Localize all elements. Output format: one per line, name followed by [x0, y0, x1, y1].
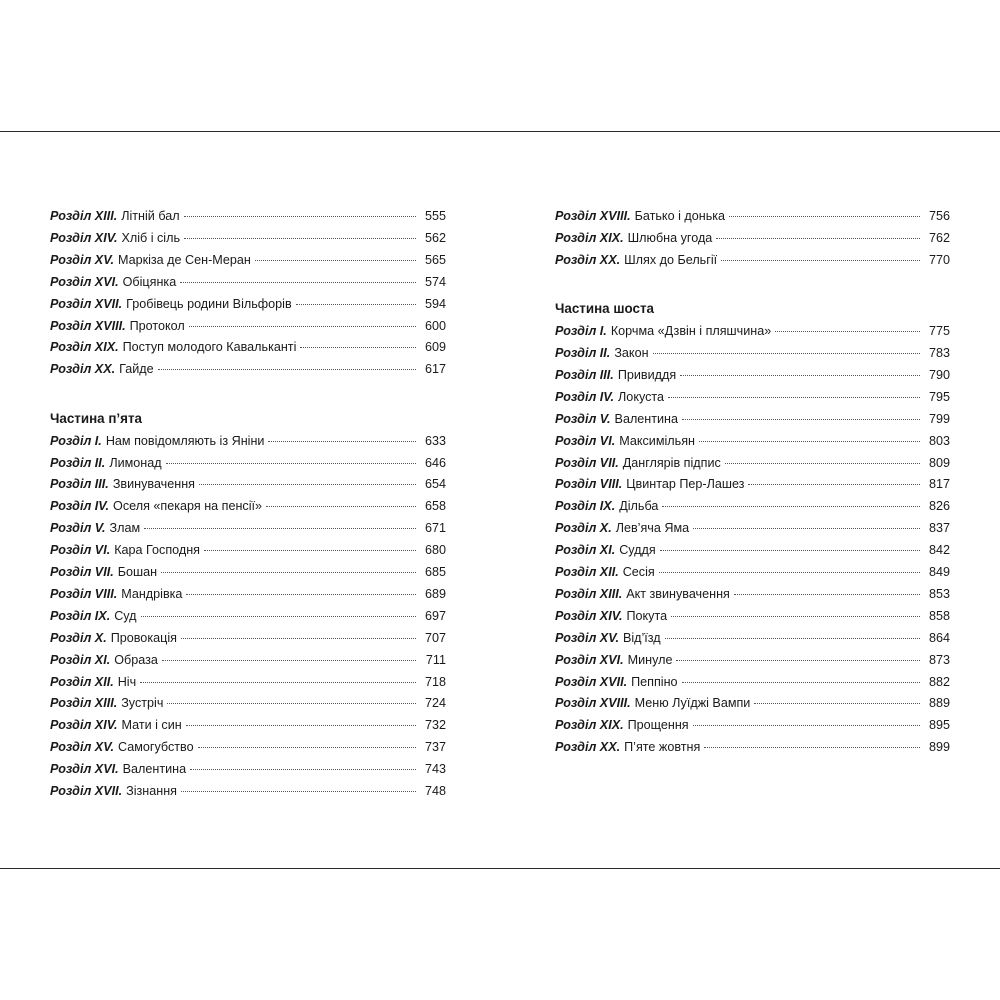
dot-leader: [682, 682, 920, 683]
page-number: 775: [928, 324, 950, 339]
chapter-title: Оселя «пекаря на пенсії»: [113, 499, 263, 514]
dot-leader: [186, 594, 416, 595]
chapter-label: Розділ VI.: [50, 543, 111, 558]
page-number: 899: [928, 740, 950, 755]
page-number: 889: [928, 696, 950, 711]
toc-entry: [555, 388, 950, 406]
chapter-label: Розділ XIV.: [555, 608, 623, 623]
page-number: 609: [424, 340, 446, 355]
chapter-title: Сесія: [622, 565, 655, 579]
chapter-label: Розділ XVII.: [50, 296, 123, 311]
chapter-title: Акт звинувачення: [626, 586, 730, 601]
page-number: 680: [424, 543, 446, 558]
toc-entry: [555, 251, 950, 269]
chapter-label: Розділ XVI.: [50, 762, 119, 777]
chapter-title: Зізнання: [126, 784, 177, 798]
chapter-title: Літній бал: [121, 209, 180, 223]
page-number: 562: [424, 230, 446, 245]
toc-entry: [50, 251, 446, 269]
chapter-title: Злам: [109, 521, 141, 536]
chapter-title: Звинувачення: [112, 477, 195, 492]
chapter-title: Самогубство: [117, 740, 194, 755]
toc-entry: [555, 229, 950, 247]
chapter-label: Розділ XII.: [50, 674, 114, 689]
chapter-title: Лимонад: [109, 455, 162, 470]
toc-entry: [50, 629, 446, 647]
toc-entry: [50, 563, 446, 581]
chapter-title: П’яте жовтня: [624, 740, 701, 755]
toc-entry: [50, 651, 446, 669]
page-number: 671: [424, 521, 446, 536]
dot-leader: [704, 747, 920, 748]
toc-entry: [50, 607, 446, 625]
chapter-label: Розділ ІІІ.: [50, 477, 109, 492]
chapter-label: Розділ VII.: [555, 455, 619, 470]
toc-entry: [50, 475, 446, 493]
chapter-label: Розділ VII.: [50, 565, 114, 579]
toc-entry: [50, 716, 446, 734]
dot-leader: [665, 638, 920, 639]
dot-leader: [729, 216, 920, 217]
chapter-label: Розділ І.: [555, 324, 607, 339]
toc-entry: [555, 607, 950, 625]
toc-entry: [50, 454, 446, 472]
chapter-label: Розділ XX.: [555, 740, 621, 755]
chapter-title: Протокол: [129, 318, 185, 333]
page-number: 689: [424, 586, 446, 601]
chapter-label: Розділ XI.: [50, 652, 111, 667]
toc-entry: [50, 760, 446, 778]
toc-entry: [555, 366, 950, 384]
chapter-label: Розділ XIV.: [50, 230, 118, 245]
chapter-title: Зустріч: [121, 696, 164, 711]
chapter-label: Розділ XX.: [50, 362, 116, 377]
page-number: 853: [928, 586, 950, 601]
dot-leader: [141, 616, 416, 617]
chapter-title: Гайде: [119, 362, 154, 377]
chapter-label: Розділ І.: [50, 433, 102, 448]
dot-leader: [181, 791, 416, 792]
chapter-title: Провокація: [110, 630, 177, 645]
dot-leader: [754, 703, 920, 704]
toc-entry: [50, 317, 446, 335]
page-number: 707: [424, 630, 446, 645]
toc-entry: [555, 207, 950, 225]
toc-entry: [555, 563, 950, 581]
dot-leader: [255, 260, 416, 261]
dot-leader: [659, 572, 920, 573]
toc-entry: [555, 322, 950, 340]
dot-leader: [184, 238, 416, 239]
chapter-title: Корчма «Дзвін і пляшчина»: [610, 324, 772, 339]
dot-leader: [300, 347, 416, 348]
chapter-title: Батько і донька: [634, 209, 726, 223]
dot-leader: [725, 463, 920, 464]
chapter-title: Образа: [114, 652, 158, 667]
chapter-title: Бошан: [117, 565, 158, 579]
chapter-label: Розділ XV.: [50, 252, 114, 267]
page-number: 803: [928, 433, 950, 448]
chapter-label: Розділ XIX.: [50, 340, 119, 355]
chapter-title: Максимільян: [619, 433, 695, 448]
toc-entry: [555, 585, 950, 603]
chapter-title: Валентина: [614, 411, 679, 426]
page-number: 718: [424, 674, 446, 689]
toc-entry: [50, 229, 446, 247]
page-number: 711: [425, 652, 446, 667]
chapter-label: Розділ XVIII.: [555, 696, 631, 711]
toc-entry: [555, 410, 950, 428]
page-number: 555: [424, 209, 446, 223]
toc-entry: [50, 585, 446, 603]
page-number: 600: [424, 318, 446, 333]
page-number: 849: [928, 565, 950, 579]
chapter-label: Розділ XVII.: [555, 674, 628, 689]
chapter-title: Суддя: [619, 543, 656, 558]
chapter-label: Розділ V.: [555, 411, 611, 426]
chapter-label: Розділ XIX.: [555, 718, 624, 733]
page-number: 756: [928, 209, 950, 223]
dot-leader: [180, 282, 416, 283]
dot-leader: [775, 331, 920, 332]
dot-leader: [140, 682, 416, 683]
toc-entry: [555, 651, 950, 669]
page-number: 732: [424, 718, 446, 733]
dot-leader: [734, 594, 920, 595]
page-number: 574: [424, 274, 446, 289]
page-number: 842: [928, 543, 950, 558]
chapter-label: Розділ ІІІ.: [555, 367, 614, 382]
dot-leader: [167, 703, 416, 704]
page-number: 826: [928, 499, 950, 514]
page-number: 762: [928, 230, 950, 245]
dot-leader: [158, 369, 416, 370]
chapter-label: Розділ XVII.: [50, 784, 123, 798]
chapter-title: Лев’яча Яма: [615, 521, 690, 536]
chapter-title: Прощення: [627, 718, 689, 733]
chapter-label: Розділ ІІ.: [50, 455, 106, 470]
chapter-title: Поступ молодого Кавальканті: [122, 340, 297, 355]
chapter-label: Розділ XII.: [555, 565, 619, 579]
chapter-label: Розділ IX.: [555, 499, 616, 514]
page-number: 646: [424, 455, 446, 470]
chapter-label: Розділ XIII.: [50, 696, 118, 711]
chapter-title: Кара Господня: [114, 543, 200, 558]
chapter-title: Ніч: [117, 674, 137, 689]
chapter-title: Від’їзд: [622, 630, 661, 645]
chapter-title: Маркіза де Сен-Меран: [117, 252, 251, 267]
dot-leader: [699, 441, 920, 442]
chapter-label: Розділ XV.: [50, 740, 114, 755]
toc-entry: [555, 432, 950, 450]
toc-entry: [50, 295, 446, 313]
chapter-title: Обіцянка: [122, 274, 177, 289]
dot-leader: [668, 397, 920, 398]
dot-leader: [266, 506, 416, 507]
dot-leader: [199, 484, 416, 485]
toc-entry: [50, 207, 446, 225]
page-number: 882: [928, 674, 950, 689]
page-number: 799: [928, 411, 950, 426]
dot-leader: [680, 375, 920, 376]
chapter-label: Розділ XVI.: [50, 274, 119, 289]
toc-entry: [50, 541, 446, 559]
dot-leader: [184, 216, 416, 217]
dot-leader: [204, 550, 416, 551]
toc-entry: [555, 497, 950, 515]
toc-entry: [555, 541, 950, 559]
chapter-label: Розділ X.: [50, 630, 107, 645]
page-number: 790: [928, 367, 950, 382]
chapter-label: Розділ XIX.: [555, 230, 624, 245]
chapter-label: Розділ XIII.: [50, 209, 118, 223]
chapter-title: Суд: [114, 608, 137, 623]
page-number: 617: [424, 362, 446, 377]
page-number: 864: [928, 630, 950, 645]
page-number: 748: [424, 784, 446, 798]
chapter-label: Розділ XI.: [555, 543, 616, 558]
chapter-label: Розділ XV.: [555, 630, 619, 645]
chapter-title: Нам повідомляють із Яніни: [105, 433, 265, 448]
toc-entry: [555, 519, 950, 537]
page-number: 809: [928, 455, 950, 470]
page-number: 724: [424, 696, 446, 711]
toc-entry: [555, 454, 950, 472]
chapter-title: Цвинтар Пер-Лашез: [626, 477, 745, 492]
part-heading: Частина шоста: [555, 301, 654, 317]
page-number: 895: [928, 718, 950, 733]
chapter-label: Розділ V.: [50, 521, 106, 536]
toc-entry: [555, 694, 950, 712]
page-number: 594: [424, 296, 446, 311]
chapter-title: Гробівець родини Вільфорів: [126, 296, 292, 311]
dot-leader: [144, 528, 416, 529]
toc-entry: [50, 782, 446, 800]
chapter-label: Розділ X.: [555, 521, 612, 536]
page-number: 633: [424, 433, 446, 448]
dot-leader: [653, 353, 920, 354]
chapter-label: Розділ XVIII.: [50, 318, 126, 333]
dot-leader: [190, 769, 416, 770]
toc-entry: [555, 673, 950, 691]
dot-leader: [748, 484, 920, 485]
dot-leader: [721, 260, 920, 261]
dot-leader: [676, 660, 920, 661]
dot-leader: [162, 660, 416, 661]
chapter-label: Розділ VIII.: [50, 586, 118, 601]
part-heading: Частина п’ята: [50, 410, 142, 426]
chapter-title: Валентина: [122, 762, 187, 777]
toc-entry: [555, 716, 950, 734]
toc-entry: [555, 629, 950, 647]
chapter-label: Розділ ІІ.: [555, 346, 611, 360]
page-number: 770: [928, 252, 950, 267]
chapter-title: Данглярів підпис: [622, 455, 721, 470]
toc-entry: [50, 673, 446, 691]
page-number: 795: [928, 389, 950, 404]
dot-leader: [716, 238, 920, 239]
dot-leader: [682, 419, 920, 420]
chapter-title: Покута: [626, 608, 668, 623]
page-number: 685: [424, 565, 446, 579]
toc-entry: [50, 519, 446, 537]
chapter-label: Розділ VI.: [555, 433, 616, 448]
dot-leader: [296, 304, 416, 305]
chapter-title: Привиддя: [617, 367, 677, 382]
dot-leader: [660, 550, 920, 551]
toc-entry: [555, 738, 950, 756]
chapter-label: Розділ IX.: [50, 608, 111, 623]
toc-entry: [50, 738, 446, 756]
dot-leader: [671, 616, 920, 617]
page-number: 565: [424, 252, 446, 267]
page-number: 817: [928, 477, 950, 492]
toc-entry: [50, 497, 446, 515]
page-number: 858: [928, 608, 950, 623]
chapter-label: Розділ VIII.: [555, 477, 623, 492]
chapter-title: Мати і син: [121, 718, 182, 733]
dot-leader: [693, 528, 920, 529]
toc-entry: [50, 360, 446, 378]
chapter-title: Пеппіно: [631, 674, 678, 689]
dot-leader: [198, 747, 416, 748]
dot-leader: [186, 725, 416, 726]
dot-leader: [268, 441, 416, 442]
chapter-title: Локуста: [618, 389, 665, 404]
page-number: 654: [424, 477, 446, 492]
dot-leader: [189, 326, 416, 327]
chapter-title: Шлюбна угода: [627, 230, 713, 245]
chapter-label: Розділ XIV.: [50, 718, 118, 733]
page-number: 873: [928, 652, 950, 667]
page-number: 783: [928, 346, 950, 360]
chapter-title: Шлях до Бельгії: [624, 252, 718, 267]
chapter-label: Розділ XIII.: [555, 586, 623, 601]
chapter-title: Хліб і сіль: [121, 230, 181, 245]
toc-entry: [555, 475, 950, 493]
chapter-label: Розділ IV.: [555, 389, 615, 404]
dot-leader: [161, 572, 416, 573]
toc-entry: [50, 432, 446, 450]
dot-leader: [662, 506, 920, 507]
toc-entry: [50, 694, 446, 712]
chapter-label: Розділ IV.: [50, 499, 110, 514]
chapter-title: Меню Луїджі Вампи: [634, 696, 751, 711]
chapter-label: Розділ XVIII.: [555, 209, 631, 223]
chapter-title: Закон: [614, 346, 649, 360]
chapter-label: Розділ XVI.: [555, 652, 624, 667]
toc-entry: [50, 338, 446, 356]
chapter-title: Мандрівка: [121, 586, 183, 601]
chapter-title: Дільба: [619, 499, 659, 514]
chapter-label: Розділ XX.: [555, 252, 621, 267]
page-number: 697: [424, 608, 446, 623]
dot-leader: [181, 638, 416, 639]
page-number: 743: [424, 762, 446, 777]
page-number: 658: [424, 499, 446, 514]
page-number: 737: [424, 740, 446, 755]
toc-entry: [555, 344, 950, 362]
dot-leader: [693, 725, 920, 726]
chapter-title: Минуле: [627, 652, 673, 667]
toc-entry: [50, 273, 446, 291]
page-number: 837: [928, 521, 950, 536]
dot-leader: [166, 463, 416, 464]
